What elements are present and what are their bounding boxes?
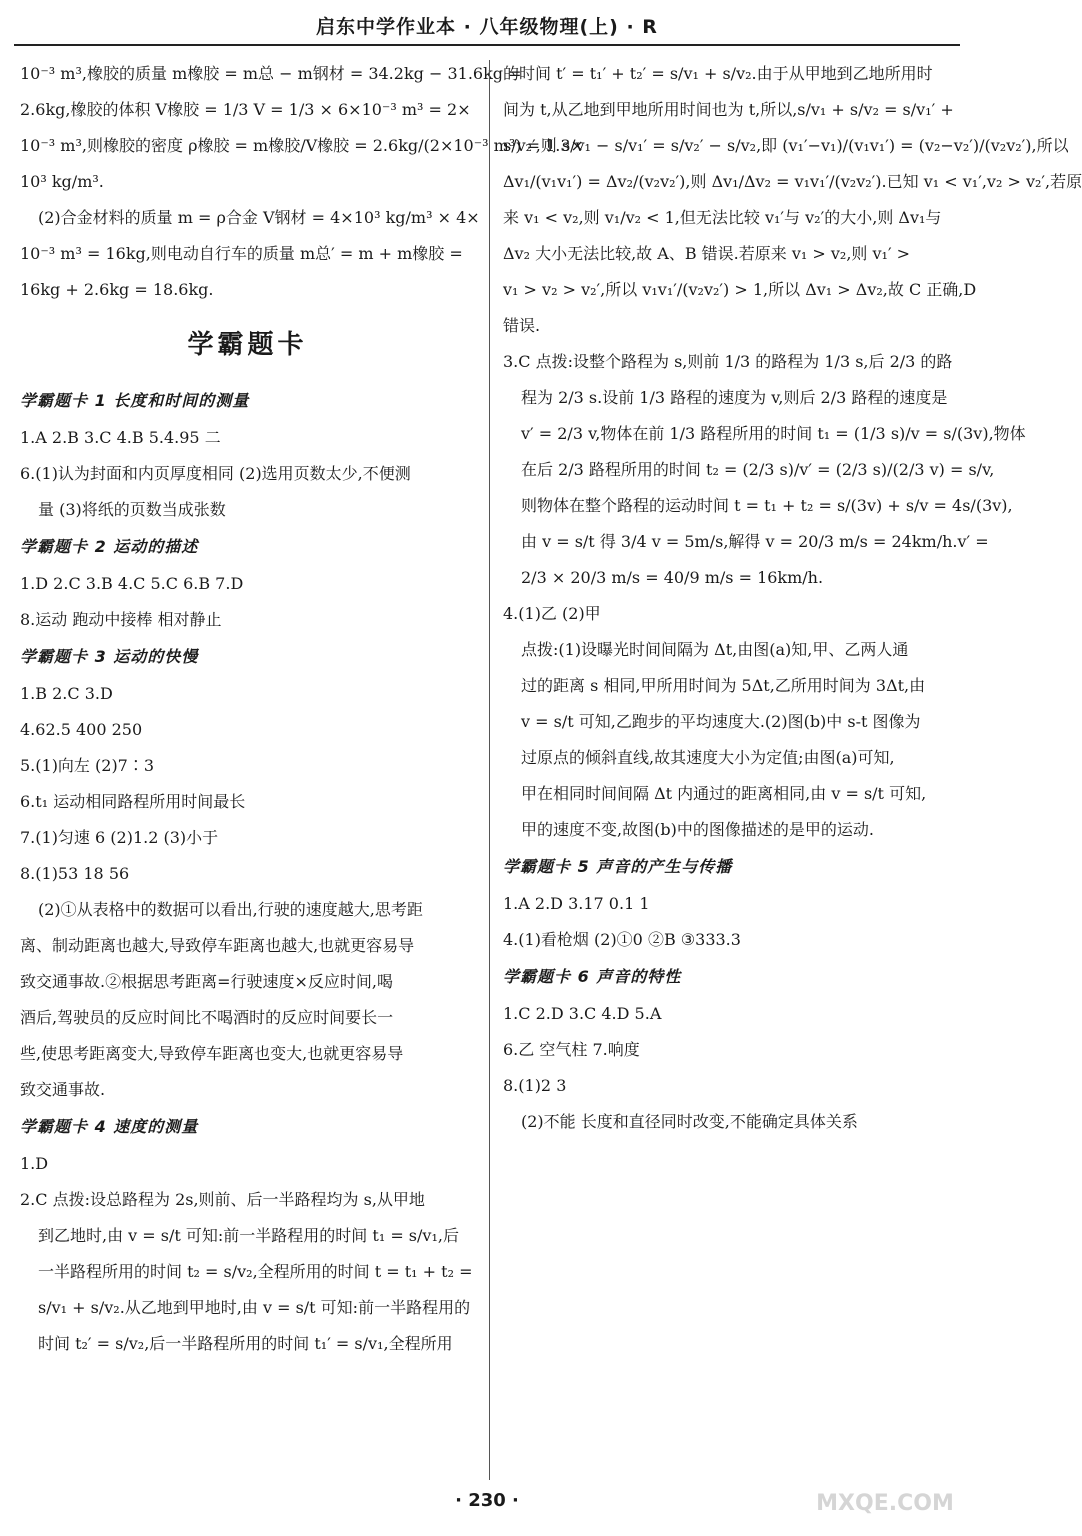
section-heading: 学霸题卡 6 声音的特性 [503,967,682,986]
watermark-logo [810,1452,960,1526]
answer-line: v = s/t 可知,乙跑步的平均速度大.(2)图(b)中 s-t 图像为 [521,712,921,731]
answer-line: (2)合金材料的质量 m = ρ合金 V钢材 = 4×10³ kg/m³ × 4× [38,208,480,227]
answer-line: 离、制动距离也越大,导致停车距离也越大,也就更容易导 [20,936,415,955]
answer-line: 过原点的倾斜直线,故其速度大小为定值;由图(a)可知, [521,748,895,767]
answer-line: Δv₁/(v₁v₁′) = Δv₂/(v₂v₂′),则 Δv₁/Δv₂ = v₁v₁′/(v₂v₂′).已知 v₁ < v₁′,v₂ > v₂′,若原 [503,172,1082,191]
answer-line: 时间 t₂′ = s/v₂,后一半路程所用的时间 t₁′ = s/v₁,全程所用 [38,1334,453,1353]
section-heading: 学霸题卡 1 长度和时间的测量 [20,391,250,410]
answer-line: 由 v = s/t 得 3/4 v = 5m/s,解得 v = 20/3 m/s = 24km/h.v′ = [521,532,989,551]
answer-line: 些,使思考距离变大,导致停车距离也变大,也就更容易导 [20,1044,404,1063]
answer-line: 在后 2/3 路程所用的时间 t₂ = (2/3 s)/v′ = (2/3 s)/(2/3 v) = s/v, [521,460,995,479]
answer-line: 8.运动 跑动中接棒 相对静止 [20,610,222,629]
answer-line: (2)①从表格中的数据可以看出,行驶的速度越大,思考距 [38,900,423,919]
answer-line: 则物体在整个路程的运动时间 t = t₁ + t₂ = s/(3v) + s/v = 4s/(3v), [521,496,1013,515]
answer-line: 甲的速度不变,故图(b)中的图像描述的是甲的运动. [521,820,874,839]
answer-line: 1.C 2.D 3.C 4.D 5.A [503,1004,662,1023]
answer-line: 来 v₁ < v₂,则 v₁/v₂ < 1,但无法比较 v₁′与 v₂′的大小,则 Δv₁与 [503,208,942,227]
answer-line: 1.D 2.C 3.B 4.C 5.C 6.B 7.D [20,574,244,593]
answer-line: 6.t₁ 运动相同路程所用时间最长 [20,792,246,811]
answer-line: 错误. [503,316,541,335]
answer-line: 程为 2/3 s.设前 1/3 路程的速度为 v,则后 2/3 路程的速度是 [521,388,948,407]
answer-line: 1.D [20,1154,49,1173]
answer-line: 间为 t,从乙地到甲地所用时间也为 t,所以,s/v₁ + s/v₂ = s/v₁′ + [503,100,954,119]
column-divider [489,60,490,1480]
answer-line: 8.(1)2 3 [503,1076,567,1095]
answer-line: 酒后,驾驶员的反应时间比不喝酒时的反应时间要长一 [20,1008,394,1027]
answer-line: 10⁻³ m³,则橡胶的密度 ρ橡胶 = m橡胶/V橡胶 = 2.6kg/(2×10⁻³ m³) = 1.3× [20,136,584,155]
answer-line: 1.A 2.D 3.17 0.1 1 [503,894,650,913]
section-heading: 学霸题卡 4 速度的测量 [20,1117,199,1136]
answer-line: v′ = 2/3 v,物体在前 1/3 路程所用的时间 t₁ = (1/3 s)/v = s/(3v),物体 [521,424,1026,443]
answer-line: s/v₂′,则 s/v₁ − s/v₁′ = s/v₂′ − s/v₂,即 (v₁′−v₁)/(v₁v₁′) = (v₂−v₂′)/(v₂v₂′),所以 [503,136,1069,155]
answer-line: 4.(1)乙 (2)甲 [503,604,601,623]
answer-line: 2/3 × 20/3 m/s = 40/9 m/s = 16km/h. [521,568,824,587]
answer-line: 2.6kg,橡胶的体积 V橡胶 = 1/3 V = 1/3 × 6×10⁻³ m³ = 2× [20,100,471,119]
answer-line: 的时间 t′ = t₁′ + t₂′ = s/v₁ + s/v₂.由于从甲地到乙地所用时 [503,64,933,83]
answer-line: 1.A 2.B 3.C 4.B 5.4.95 二 [20,428,221,447]
answer-line: v₁ > v₂ > v₂′,所以 v₁v₁′/(v₂v₂′) > 1,所以 Δv₁ > Δv₂,故 C 正确,D [503,280,977,299]
right-column [503,56,1082,1140]
page-header [14,0,960,46]
main-heading: 学霸题卡 [187,330,308,360]
answer-line: Δv₂ 大小无法比较,故 A、B 错误.若原来 v₁ > v₂,则 v₁′ > [503,244,911,263]
answer-line: (2)不能 长度和直径同时改变,不能确定具体关系 [521,1112,858,1131]
answer-line: 7.(1)匀速 6 (2)1.2 (3)小于 [20,828,219,847]
answer-line: 一半路程所用的时间 t₂ = s/v₂,全程所用的时间 t = t₁ + t₂ = [38,1262,473,1281]
answer-line: 甲在相同时间间隔 Δt 内通过的距离相同,由 v = s/t 可知, [521,784,927,803]
answer-line: 致交通事故.②根据思考距离=行驶速度×反应时间,喝 [20,972,393,991]
answer-line: 8.(1)53 18 56 [20,864,130,883]
page-number: · 230 · [455,1490,519,1511]
section-heading: 学霸题卡 3 运动的快慢 [20,647,199,666]
section-heading: 学霸题卡 2 运动的描述 [20,537,199,556]
answer-line: 6.乙 空气柱 7.响度 [503,1040,640,1059]
answer-line: 点拨:(1)设曝光时间间隔为 Δt,由图(a)知,甲、乙两人通 [521,640,909,659]
header-title: 启东中学作业本 · 八年级物理(上) · R [316,16,658,38]
answer-line: 4.(1)看枪烟 (2)①0 ②B ③333.3 [503,930,741,949]
answer-line: 3.C 点拨:设整个路程为 s,则前 1/3 的路程为 1/3 s,后 2/3 的路 [503,352,953,371]
answer-line: s/v₁ + s/v₂.从乙地到甲地时,由 v = s/t 可知:前一半路程用的 [38,1298,471,1317]
answer-line: 10³ kg/m³. [20,172,104,191]
section-heading: 学霸题卡 5 声音的产生与传播 [503,857,733,876]
answer-line: 5.(1)向左 (2)7∶3 [20,756,155,775]
answer-line: 量 (3)将纸的页数当成张数 [38,500,226,519]
answer-line: 致交通事故. [20,1080,106,1099]
answer-line: 4.62.5 400 250 [20,720,143,739]
answer-line: 2.C 点拨:设总路程为 2s,则前、后一半路程均为 s,从甲地 [20,1190,425,1209]
answer-line: 16kg + 2.6kg = 18.6kg. [20,280,214,299]
answer-line: 10⁻³ m³ = 16kg,则电动自行车的质量 m总′ = m + m橡胶 = [20,244,463,263]
answer-line: 10⁻³ m³,橡胶的质量 m橡胶 = m总 − m钢材 = 34.2kg − 31.6kg = [20,64,522,83]
answer-line: 过的距离 s 相同,甲所用时间为 5Δt,乙所用时间为 3Δt,由 [521,676,926,695]
answer-line: 6.(1)认为封面和内页厚度相同 (2)选用页数太少,不便测 [20,464,411,483]
answer-line: 1.B 2.C 3.D [20,684,113,703]
watermark-text: MXQE.COM [816,1491,954,1516]
answer-line: 到乙地时,由 v = s/t 可知:前一半路程用的时间 t₁ = s/v₁,后 [38,1226,459,1245]
